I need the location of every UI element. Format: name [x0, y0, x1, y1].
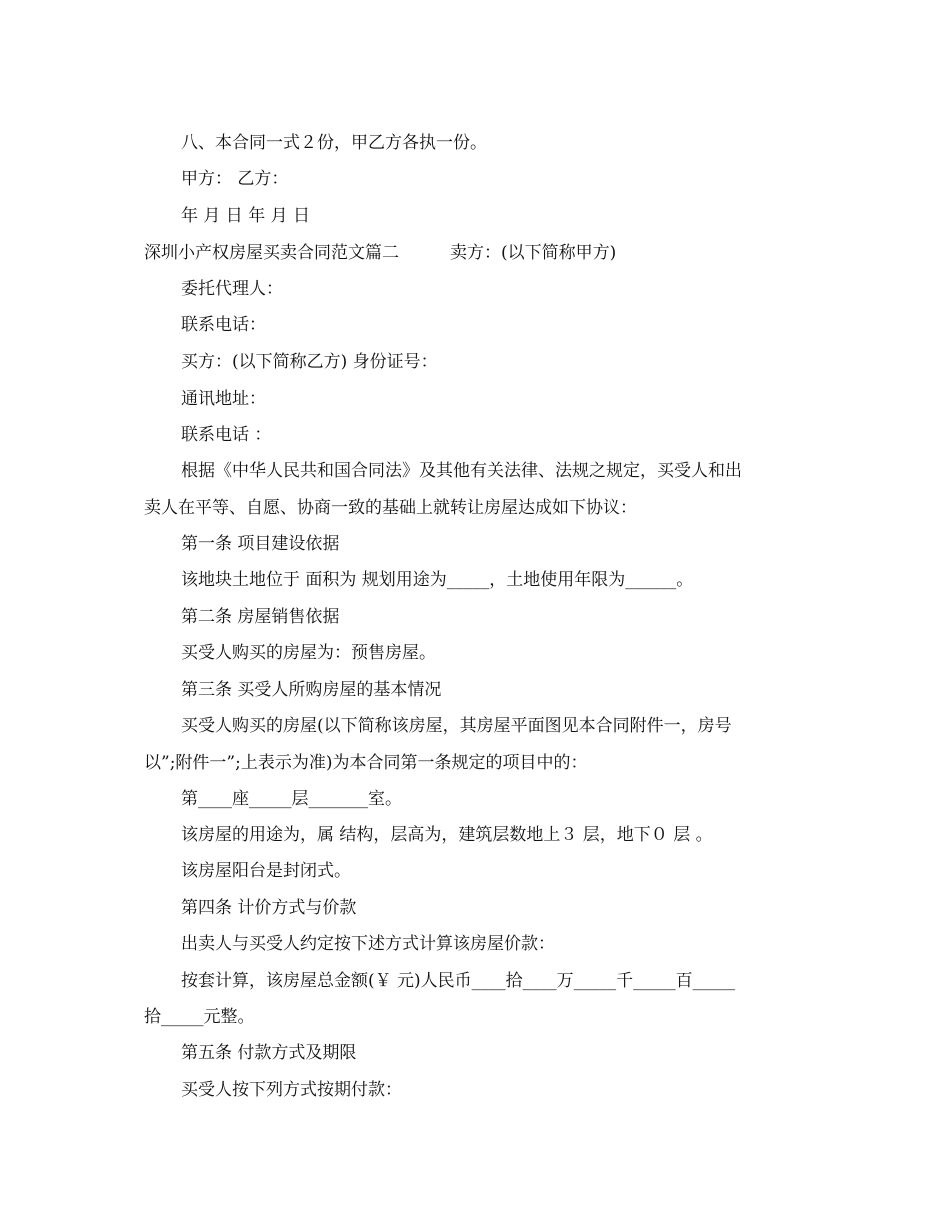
article-one-heading: 第一条 项目建设依据	[181, 534, 340, 554]
property-desc-line-2: 以”;附件一”;上表示为准)为本合同第一条规定的项目中的：	[144, 753, 588, 773]
clause-eight-copies: 八、本合同一式２份，甲乙方各执一份。	[181, 133, 487, 153]
property-desc-line-1: 买受人购买的房屋(以下简称该房屋，其房屋平面图见本合同附件一，房号	[181, 716, 732, 736]
payment-method-line: 买受人按下列方式按期付款：	[181, 1080, 402, 1100]
article-five-heading: 第五条 付款方式及期限	[181, 1043, 357, 1063]
preamble-line-1: 根据《中华人民共和国合同法》及其他有关法律、法规之规定，买受人和出	[181, 461, 742, 481]
unit-number-line: 第____座_____层_______室。	[181, 789, 402, 809]
signature-date-labels: 年 月 日 年 月 日	[181, 206, 311, 226]
presale-line: 买受人购买的房屋为：预售房屋。	[181, 643, 436, 663]
price-method-line: 出卖人与买受人约定按下述方式计算该房屋价款：	[181, 934, 555, 954]
total-price-line-2: 拾_____元整。	[144, 1007, 255, 1027]
agent-label: 委托代理人：	[181, 279, 283, 299]
article-two-heading: 第二条 房屋销售依据	[181, 607, 340, 627]
buyer-id-label: 买方：(以下简称乙方) 身份证号：	[181, 352, 438, 372]
buyer-phone-label: 联系电话 ：	[181, 425, 272, 445]
seller-phone-label: 联系电话：	[181, 315, 266, 335]
section-title-seller: 深圳小产权房屋买卖合同范文篇二 卖方：(以下简称甲方)	[144, 243, 617, 263]
total-price-line-1: 按套计算，该房屋总金额(￥ 元)人民币____拾____万_____千_____百_____	[181, 971, 736, 991]
balcony-line: 该房屋阳台是封闭式。	[181, 861, 351, 881]
article-three-heading: 第三条 买受人所购房屋的基本情况	[181, 680, 442, 700]
land-info-line: 该地块土地位于 面积为 规划用途为_____，土地使用年限为______。	[181, 570, 694, 590]
article-four-heading: 第四条 计价方式与价款	[181, 898, 357, 918]
preamble-line-2: 卖人在平等、自愿、协商一致的基础上就转让房屋达成如下协议：	[144, 498, 637, 518]
usage-structure-line: 该房屋的用途为，属 结构，层高为，建筑层数地上３ 层，地下０ 层 。	[181, 825, 713, 845]
address-label: 通讯地址：	[181, 389, 266, 409]
party-signature-labels: 甲方： 乙方：	[181, 169, 289, 189]
